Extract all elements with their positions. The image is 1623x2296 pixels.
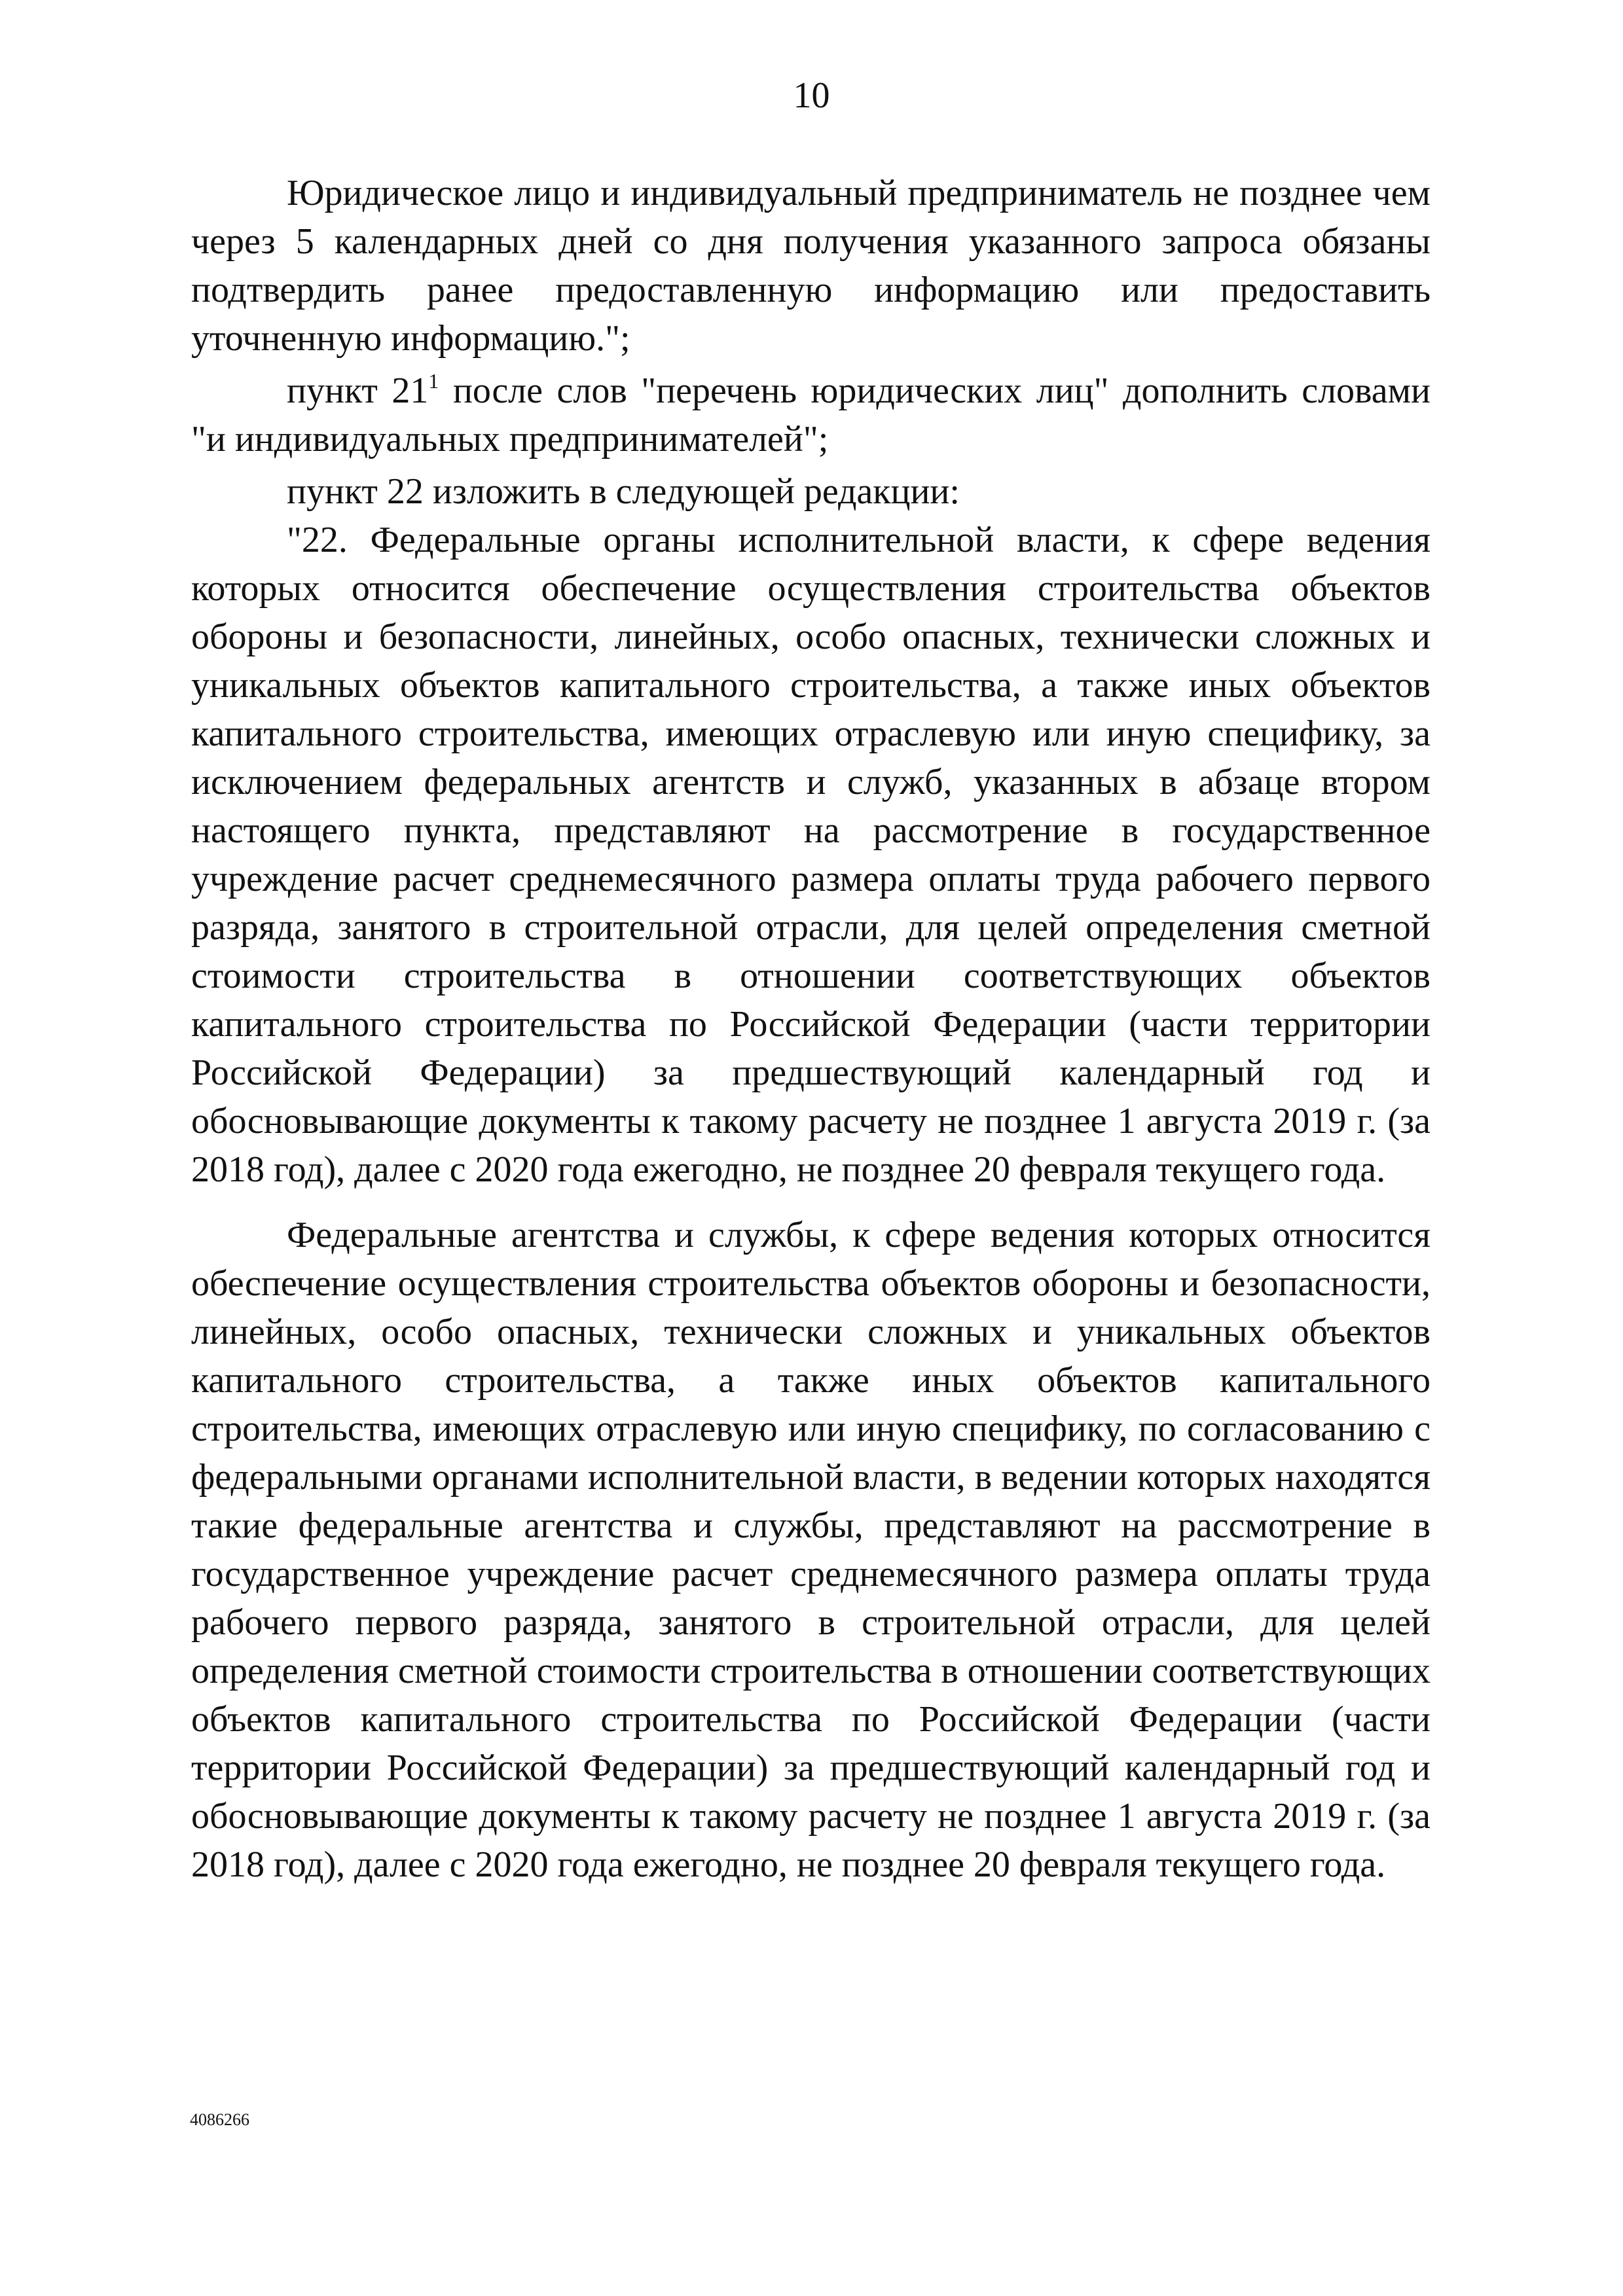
- point-21-text-start: пункт 21: [287, 370, 429, 411]
- document-id: 4086266: [190, 2110, 249, 2129]
- paragraph-point-22-intro: пункт 22 изложить в следующей редакции:: [287, 471, 960, 512]
- paragraph-legal-entity-confirmation: Юридическое лицо и индивидуальный предприниматель не позднее чем через 5 календарных дней со дня получения указанного запроса обязаны подтвердить ранее предоставленную информацию или предоставить уточненную информацию.";: [191, 173, 1431, 359]
- paragraph-federal-agencies-services: Федеральные агентства и службы, к сфере ведения которых относится обеспечение осуществления строительства объектов обороны и безопасности, линейных, особо опасных, технически сложных и уникальных объектов капитального строительства, а также иных объектов капитального строительства, имеющих отраслевую или иную специфику, по согласованию с федеральными органами исполнительной власти, в ведении которых находятся такие федеральные агентства и службы, представляют на рассмотрение в государственное учреждение расчет среднемесячного размера оплаты труда рабочего первого разряда, занятого в строительной отрасли, для целей определения сметной стоимости строительства в отношении соответствующих объектов капитального строительства по Российской Федерации (части территории Российской Федерации) за предшествующий календарный год и обосновывающие документы к такому расчету не позднее 1 августа 2019 г. (за 2018 год), далее с 2020 года ежегодно, не позднее 20 февраля текущего года.: [191, 1215, 1431, 1885]
- point-21-superscript: 1: [428, 369, 439, 393]
- paragraph-point-21-amendment: [191, 367, 1431, 463]
- point-21-text-end: после слов "перечень юридических лиц" дополнить словами "и индивидуальных предпринимателей";: [191, 370, 1431, 459]
- page-number: 10: [793, 75, 830, 116]
- paragraph-point-22-federal-bodies: "22. Федеральные органы исполнительной власти, к сфере ведения которых относится обеспечение осуществления строительства объектов обороны и безопасности, линейных, особо опасных, технически сложных и уникальных объектов капитального строительства, а также иных объектов капитального строительства, имеющих отраслевую или иную специфику, за исключением федеральных агентств и служб, указанных в абзаце втором настоящего пункта, представляют на рассмотрение в государственное учреждение расчет среднемесячного размера оплаты труда рабочего первого разряда, занятого в строительной отрасли, для целей определения сметной стоимости строительства в отношении соответствующих объектов капитального строительства по Российской Федерации (части территории Российской Федерации) за предшествующий календарный год и обосновывающие документы к такому расчету не позднее 1 августа 2019 г. (за 2018 год), далее с 2020 года ежегодно, не позднее 20 февраля текущего года.: [191, 520, 1431, 1190]
- document-body: [191, 169, 1431, 1889]
